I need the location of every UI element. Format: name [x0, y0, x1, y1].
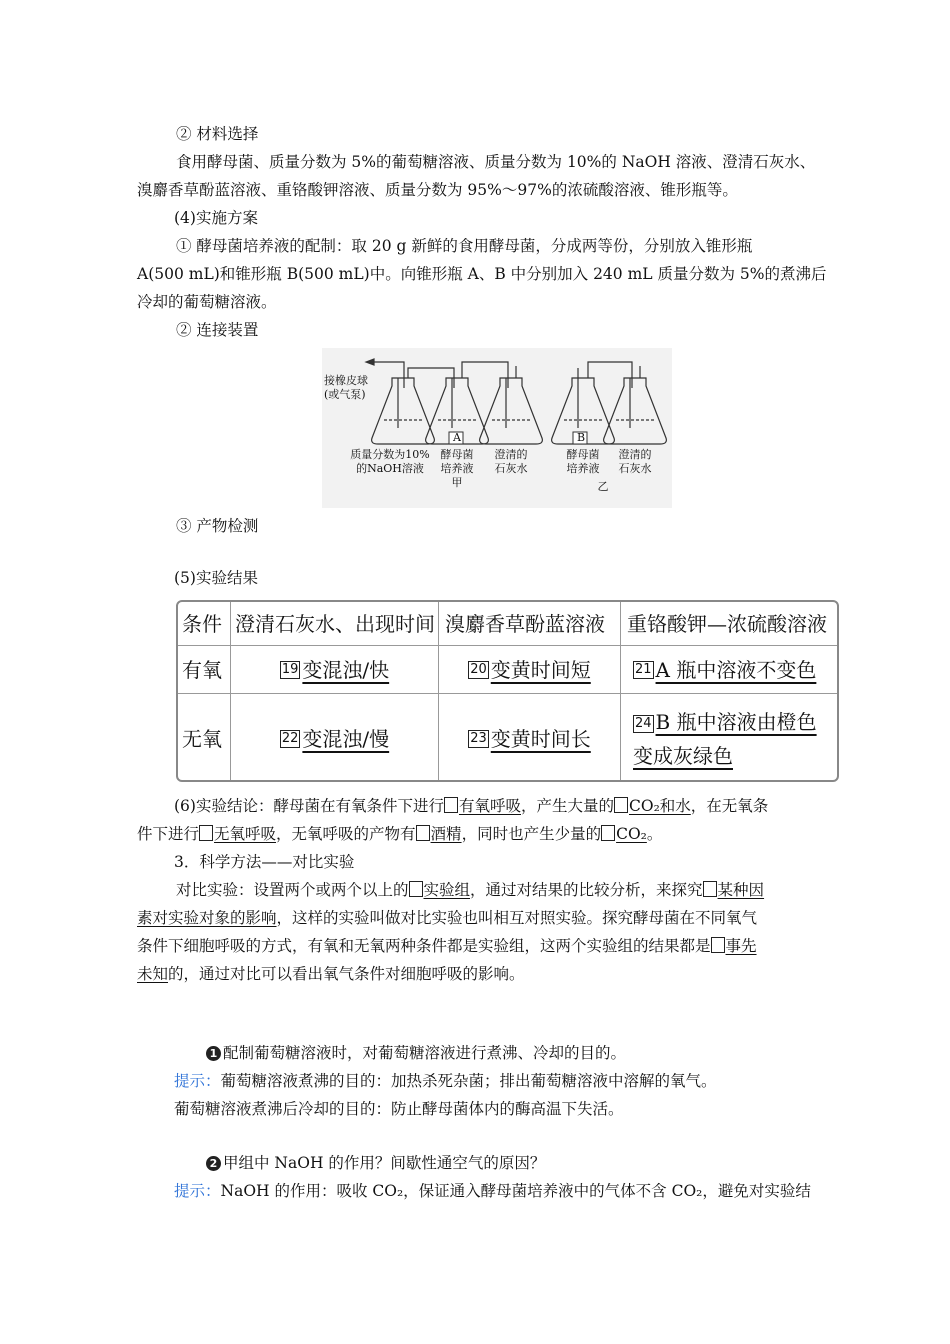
question-1-tip-line2: 葡萄糖溶液煮沸后冷却的目的：防止酵母菌体内的酶高温下失活。 — [174, 1100, 624, 1118]
answer-text: A 瓶中溶液不变色 — [655, 657, 817, 682]
table-header-btb: 溴麝香草酚蓝溶液 — [439, 602, 621, 646]
yeast-label-a-line1: 酵母菌 — [440, 448, 474, 461]
method-line1 — [176, 880, 764, 900]
conclusion-answer: 有氧呼吸 — [458, 797, 521, 815]
lime-label-2 — [610, 448, 660, 476]
blank-box — [409, 881, 423, 897]
question-1-tip-line1 — [174, 1071, 717, 1091]
blank-box — [601, 825, 615, 841]
yeast-label-a-line2: 培养液 — [440, 462, 474, 475]
answer-number: 20 — [470, 661, 487, 677]
method-text: 对比实验：设置两个或两个以上的 — [176, 881, 409, 899]
conclusion-line1 — [174, 796, 768, 816]
conclusion-text: 件下进行 — [137, 825, 200, 843]
plan-step1-line1: ① 酵母菌培养液的配制：取 20 g 新鲜的食用酵母菌，分成两等份，分别放入锥形瓶 — [176, 237, 753, 255]
conclusion-text: ，同时也产生少量的 — [461, 825, 602, 843]
table-row-anaerobic-btb — [439, 694, 621, 782]
tip-text: 葡萄糖溶液煮沸的目的：加热杀死杂菌；排出葡萄糖溶液中溶解的氧气。 — [220, 1072, 717, 1090]
answer-number: 22 — [281, 731, 299, 746]
naoh-label — [340, 448, 440, 476]
question-1-text: 配制葡萄糖溶液时，对葡萄糖溶液进行煮沸、冷却的目的。 — [223, 1044, 627, 1062]
apparatus-drawing — [322, 348, 672, 508]
tip-label: 提示： — [174, 1072, 221, 1090]
tip-text: NaOH 的作用：吸收 CO₂，保证通入酵母菌培养液中的气体不含 CO₂，避免对实验结 — [220, 1182, 811, 1200]
conclusion-text: ，产生大量的 — [520, 797, 614, 815]
pump-label — [324, 374, 368, 402]
conclusion-line2 — [137, 824, 662, 844]
table-row-aerobic-btb — [439, 646, 621, 694]
conclusion-answer: CO₂ — [616, 825, 647, 843]
conclusion-answer: 酒精 — [430, 825, 462, 843]
lime-label-1-line2: 石灰水 — [494, 462, 528, 475]
group-yi-label: 乙 — [597, 480, 609, 493]
blank-box — [416, 825, 430, 841]
method-text: 的，通过对比可以看出氧气条件对细胞呼吸的影响。 — [168, 965, 525, 983]
naoh-label-line1: 质量分数为10% — [350, 448, 430, 461]
answer-number: 23 — [470, 731, 487, 746]
table-header-condition: 条件 — [178, 602, 231, 646]
conclusion-answer: 无氧呼吸 — [214, 825, 277, 843]
apparatus-figure — [322, 348, 672, 508]
blank-box — [444, 797, 458, 813]
plan-heading: (4)实施方案 — [174, 209, 258, 227]
table-header-dichromate: 重铬酸钾—浓硫酸溶液 — [621, 602, 839, 646]
table-row-anaerobic-condition: 无氧 — [178, 694, 231, 782]
pump-label-line2: (或气泵) — [324, 388, 366, 401]
flask-b-letter: B — [576, 431, 586, 444]
yeast-label-b-line2: 培养液 — [566, 462, 600, 475]
answer-number: 19 — [281, 661, 299, 677]
method-answer: 素对实验对象的影响 — [137, 909, 277, 927]
materials-heading: ② 材料选择 — [176, 125, 259, 143]
answer-text: 变黄时间长 — [490, 727, 591, 751]
conclusion-text: ，在无氧条 — [690, 797, 769, 815]
yeast-label-b-line1: 酵母菌 — [566, 448, 600, 461]
answer-text: 变混浊/慢 — [302, 727, 390, 751]
group-jia-label: 甲 — [451, 476, 463, 489]
table-header-limewater: 澄清石灰水、出现时间 — [231, 602, 439, 646]
conclusion-text: (6)实验结论：酵母菌在有氧条件下进行 — [174, 797, 444, 815]
tip-label: 提示： — [174, 1182, 221, 1200]
yeast-label-a — [432, 448, 482, 490]
question-1 — [206, 1043, 626, 1063]
table-row-aerobic-limewater — [231, 646, 439, 694]
method-line3 — [137, 936, 757, 956]
table-row-aerobic-dichromate — [621, 646, 839, 694]
method-answer: 事先 — [725, 937, 757, 955]
lime-label-2-line1: 澄清的 — [618, 448, 652, 461]
answer-text: 变黄时间短 — [490, 657, 591, 682]
table-row-aerobic-condition: 有氧 — [178, 646, 231, 694]
plan-step1-line2: A(500 mL)和锥形瓶 B(500 mL)中。向锥形瓶 A、B 中分别加入 240 mL 质量分数为 5%的煮沸后 — [137, 265, 827, 283]
question-number-2: 2 — [206, 1156, 221, 1171]
lime-label-1-line1: 澄清的 — [494, 448, 528, 461]
results-heading: (5)实验结果 — [174, 569, 258, 587]
method-answer: 未知 — [137, 965, 169, 983]
question-2-tip-line1 — [174, 1181, 811, 1201]
materials-body-line2: 溴麝香草酚蓝溶液、重铬酸钾溶液、质量分数为 95%～97%的浓硫酸溶液、锥形瓶等。 — [137, 181, 738, 199]
lime-label-1 — [486, 448, 536, 476]
method-answer: 实验组 — [423, 881, 471, 899]
results-table — [176, 600, 839, 782]
plan-step1-line3: 冷却的葡萄糖溶液。 — [137, 293, 277, 311]
answer-number: 24 — [635, 716, 652, 731]
blank-box — [614, 797, 628, 813]
flask-a-letter: A — [453, 431, 461, 444]
question-2 — [206, 1153, 545, 1173]
conclusion-text: ，无氧呼吸的产物有 — [276, 825, 416, 843]
blank-box — [711, 937, 725, 953]
blank-box — [199, 825, 213, 841]
method-answer: 某种因 — [717, 881, 765, 899]
blank-box — [703, 881, 717, 897]
question-number-1: 1 — [206, 1046, 221, 1061]
answer-text-line1: B 瓶中溶液由橙色 — [655, 710, 817, 734]
method-line2 — [137, 908, 757, 928]
materials-body-line1: 食用酵母菌、质量分数为 5%的葡萄糖溶液、质量分数为 10%的 NaOH 溶液、澄清石灰水、 — [176, 153, 816, 171]
method-text: 条件下细胞呼吸的方式，有氧和无氧两种条件都是实验组，这两个实验组的结果都是 — [137, 937, 711, 955]
table-row-anaerobic-limewater — [231, 694, 439, 782]
conclusion-answer: CO₂和水 — [629, 797, 691, 815]
lime-label-2-line2: 石灰水 — [618, 462, 652, 475]
question-2-text: 甲组中 NaOH 的作用？间歇性通空气的原因？ — [223, 1154, 546, 1172]
yeast-label-b — [558, 448, 608, 476]
naoh-label-line2: 的NaOH溶液 — [356, 462, 424, 475]
method-text: ，通过对结果的比较分析，来探究 — [470, 881, 703, 899]
plan-step2: ② 连接装置 — [176, 321, 259, 339]
answer-text: 变混浊/快 — [302, 657, 390, 682]
pump-label-line1: 接橡皮球 — [324, 374, 368, 387]
answer-number: 21 — [635, 661, 652, 677]
method-text: ，这样的实验叫做对比实验也叫相互对照实验。探究酵母菌在不同氧气 — [276, 909, 758, 927]
method-heading: 3．科学方法——对比实验 — [174, 853, 355, 871]
answer-text-line2: 变成灰绿色 — [633, 744, 733, 768]
method-line4 — [137, 964, 525, 984]
conclusion-text: 。 — [646, 825, 663, 843]
step3-detection: ③ 产物检测 — [176, 517, 259, 535]
table-row-anaerobic-dichromate — [621, 694, 839, 782]
